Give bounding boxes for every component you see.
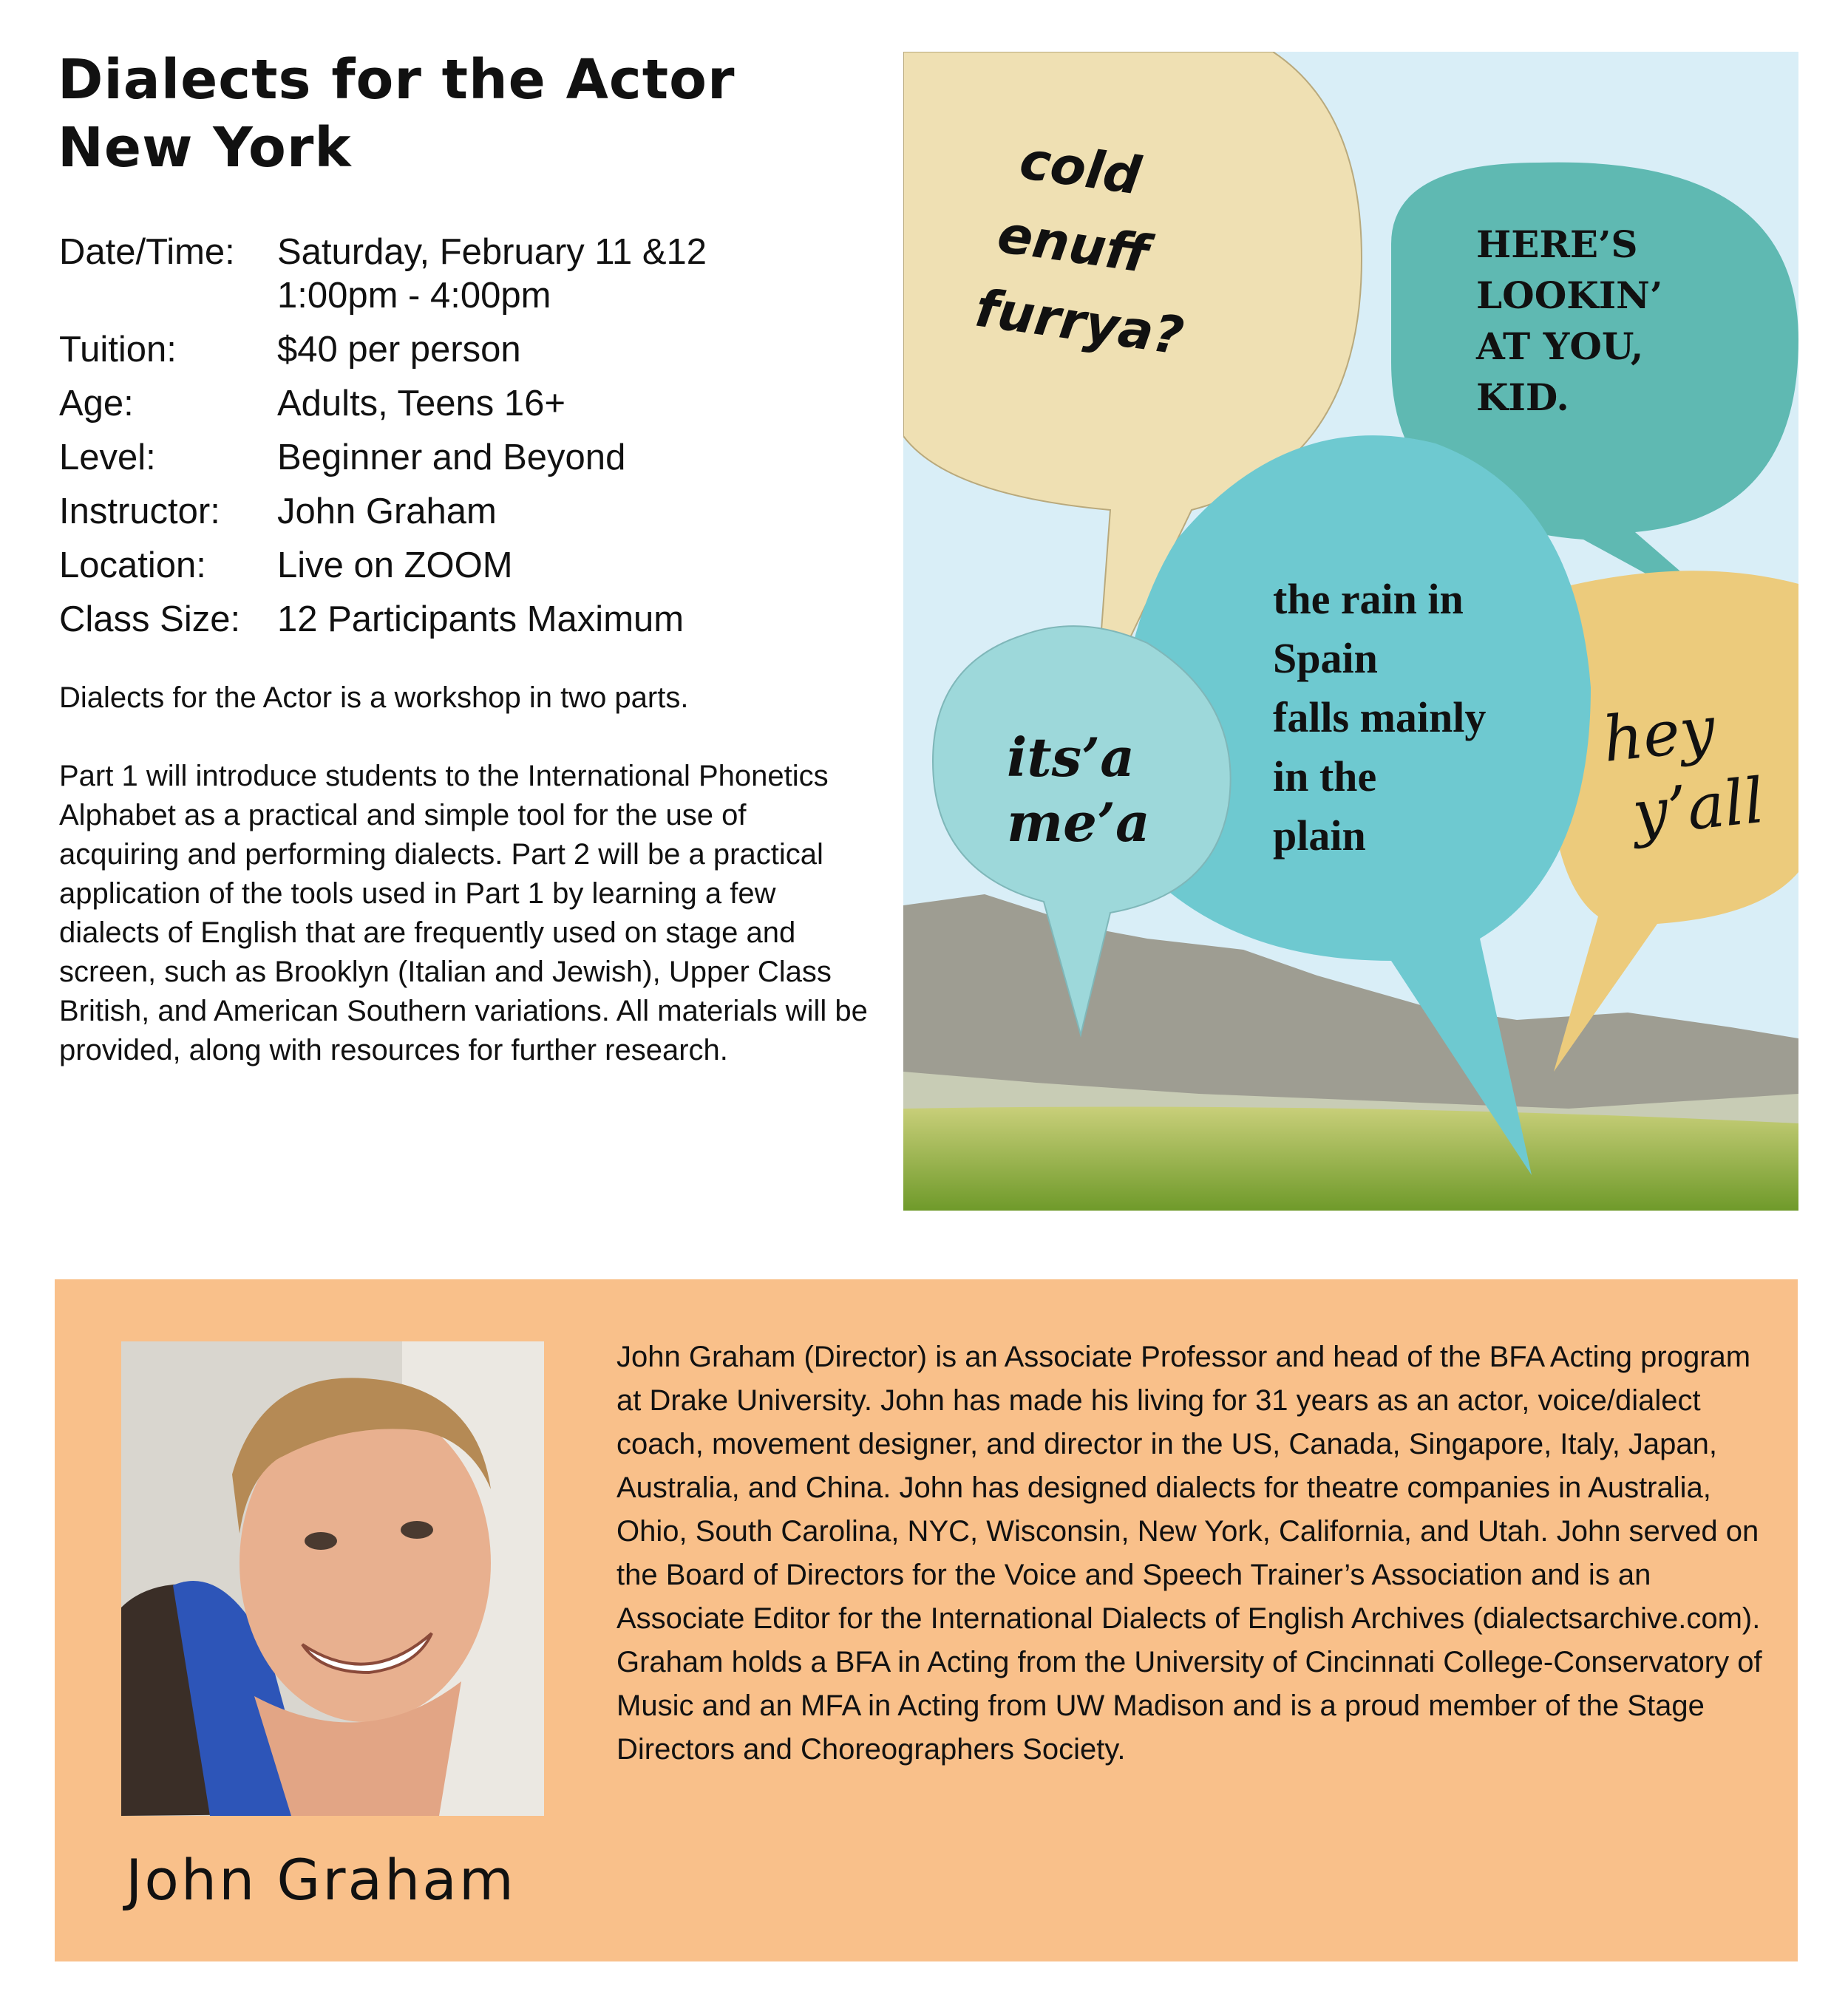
grass-field	[903, 1107, 1798, 1211]
rain-spain-line-1: the rain in	[1273, 575, 1464, 623]
instructor-label: Instructor:	[59, 491, 220, 531]
its-a-me-line-1: its’a	[1007, 726, 1135, 789]
date-time-value	[277, 225, 707, 323]
class-size-row	[59, 593, 707, 647]
instructor-bio-text	[616, 1335, 1766, 1772]
location-row	[59, 539, 707, 593]
date-time-row	[59, 225, 707, 323]
age-row	[59, 377, 707, 431]
class-size-value: 12 Participants Maximum	[277, 599, 684, 639]
workshop-description	[59, 678, 872, 1070]
rain-spain-line-4: in the	[1273, 752, 1377, 800]
location-value: Live on ZOOM	[277, 545, 513, 585]
date-time-label: Date/Time:	[59, 232, 235, 272]
cold-enuff-line-3: furrya?	[971, 277, 1188, 367]
hey-yall-line-1: hey	[1599, 692, 1719, 776]
heres-lookin-line-3: AT YOU,	[1476, 324, 1644, 368]
time-value: 1:00pm - 4:00pm	[277, 276, 551, 316]
age-label: Age:	[59, 384, 134, 423]
title-line-1: Dialects for the Actor	[58, 48, 736, 112]
rain-spain-line-3: falls mainly	[1273, 693, 1487, 741]
description-intro: Dialects for the Actor is a workshop in two parts.	[59, 681, 689, 714]
instructor-row	[59, 485, 707, 539]
heres-lookin-line-1: HERE’S	[1476, 222, 1638, 266]
poster-illustration	[903, 52, 1798, 1211]
instructor-photo	[121, 1341, 544, 1816]
level-label: Level:	[59, 438, 156, 477]
title-line-2: New York	[58, 116, 352, 180]
instructor-value: John Graham	[277, 491, 497, 531]
rain-spain-line-2: Spain	[1273, 634, 1378, 682]
heres-lookin-line-4: KID.	[1476, 375, 1569, 419]
class-size-label: Class Size:	[59, 599, 241, 639]
portrait-illustration	[121, 1341, 544, 1816]
level-row	[59, 431, 707, 485]
instructor-name: John Graham	[126, 1847, 516, 1913]
hey-yall-line-2: y’all	[1628, 763, 1768, 850]
location-label: Location:	[59, 545, 206, 585]
instructor-bio-panel	[55, 1279, 1798, 1961]
level-value: Beginner and Beyond	[277, 438, 626, 477]
tuition-label: Tuition:	[59, 330, 177, 370]
its-a-me-line-2: me’a	[1007, 791, 1150, 854]
tuition-row	[59, 323, 707, 377]
cold-enuff-line-1: cold	[1016, 129, 1145, 207]
class-info-list	[59, 225, 707, 647]
description-details: Part 1 will introduce students to the International Phonetics Alphabet as a practical and simple tool for the use of acquiring and performing dialects. Part 2 will be a practical application of the tools used in Part 1 by learning a few dialects of English that are frequently used on stage and screen, such as Brooklyn (Italian and Jewish), Upper Class British, and American Southern variations. All materials will be provided, along with resources for further research.	[59, 760, 868, 1066]
tuition-value: $40 per person	[277, 330, 521, 370]
speech-bubble-poster	[903, 52, 1798, 1211]
rain-spain-line-5: plain	[1273, 811, 1366, 860]
age-value: Adults, Teens 16+	[277, 384, 566, 423]
bio-paragraph: John Graham (Director) is an Associate Professor and head of the BFA Acting program at Drake University. John has made his living for 31 years as an actor, voice/dialect coach, movement designer, and director in the US, Canada, Singapore, Italy, Japan, Australia, and China. John has designed dialects for theatre companies in Australia, Ohio, South Carolina, NYC, Wisconsin, New York, California, and Utah. John served on the Board of Directors for the Voice and Speech Trainer’s Association and is an Associate Editor for the International Dialects of English Archives (dialectsarchive.com). Graham holds a BFA in Acting from the University of Cincinnati College-Conservatory of Music and an MFA in Acting from UW Madison and is a proud member of the Stage Directors and Choreographers Society.	[616, 1341, 1762, 1766]
cold-enuff-line-2: enuff	[993, 203, 1153, 285]
heres-lookin-line-2: LOOKIN’	[1476, 273, 1663, 317]
page-title	[58, 46, 735, 182]
date-value: Saturday, February 11 &12	[277, 232, 707, 272]
